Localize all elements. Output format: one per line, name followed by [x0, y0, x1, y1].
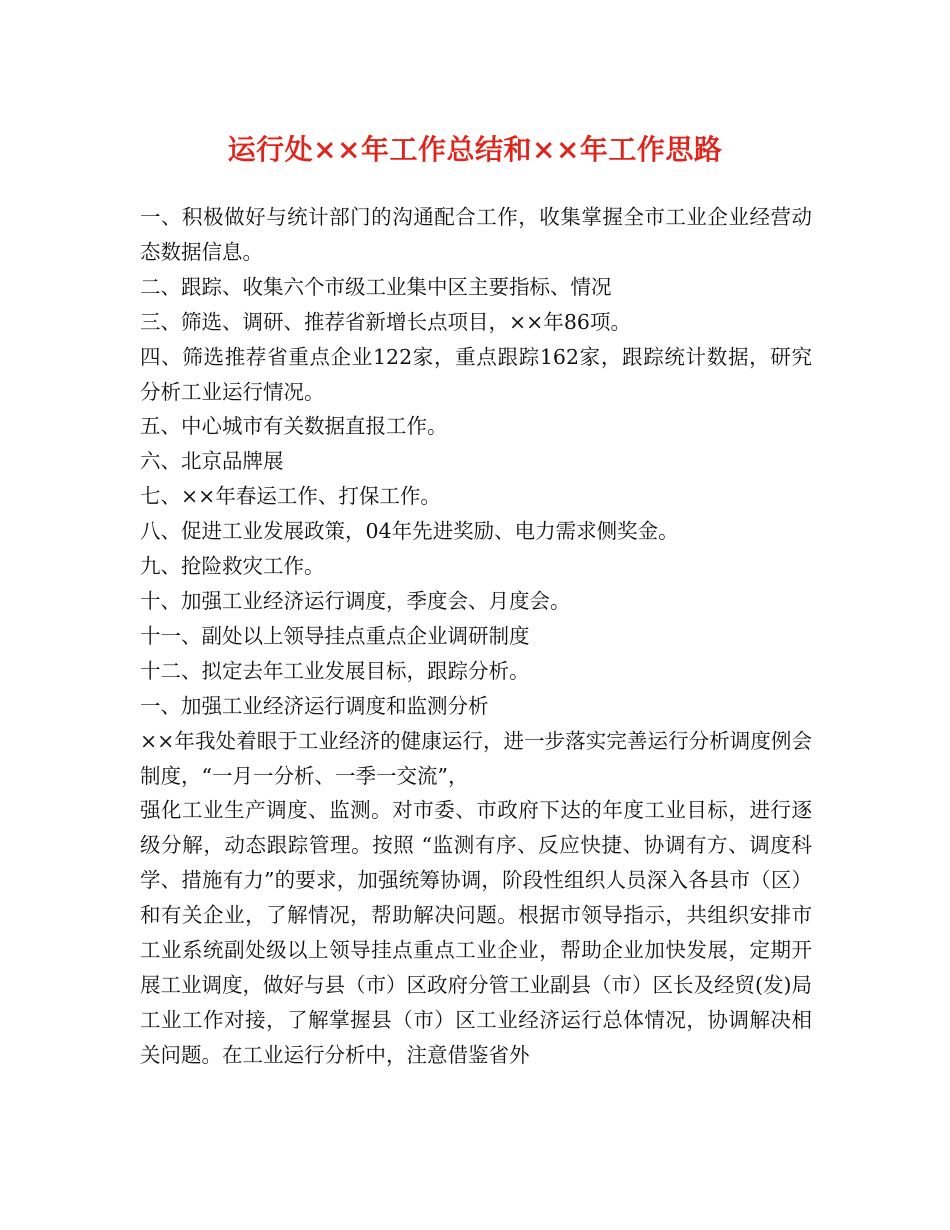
paragraph: 十二、拟定去年工业发展目标，跟踪分析。	[140, 658, 530, 683]
section-heading: 一、加强工业经济运行调度和监测分析	[140, 693, 489, 718]
paragraph: 强化工业生产调度、监测。对市委、市政府下达的年度工业目标，进行逐级分解，动态跟踪管理。按照 “监测有序、反应快捷、协调有方、调度科学、措施有力”的要求，加强统筹协调，阶段性组织人员深入各县市（区）和有关企业，了解情况，帮助解决问题。根据市领导指示，共组织安排市工业系统副处级以上领导挂点重点工业企业，帮助企业加快发展，定期开展工业调度，做好与县（市）区政府分管工业副县（市）区长及经贸(发)局工业工作对接，了解掌握县（市）区工业经济运行总体情况，协调解决相关问题。在工业运行分析中，注意借鉴省外	[140, 798, 812, 1067]
paragraph: 八、促进工业发展政策，04年先进奖励、电力需求侧奖金。	[140, 519, 679, 544]
paragraph: 二、跟踪、收集六个市级工业集中区主要指标、情况	[140, 274, 612, 299]
document-title: 运行处××年工作总结和××年工作思路	[227, 133, 723, 166]
paragraph: 三、筛选、调研、推荐省新增长点项目，××年86项。	[140, 309, 631, 334]
paragraph: ××年我处着眼于工业经济的健康运行，进一步落实完善运行分析调度例会制度，“一月一分析、一季一交流”，	[140, 728, 812, 788]
paragraph: 七、××年春运工作、打保工作。	[140, 484, 441, 509]
paragraph: 五、中心城市有关数据直报工作。	[140, 414, 448, 439]
paragraph: 六、北京品牌展	[140, 449, 284, 474]
paragraph: 一、积极做好与统计部门的沟通配合工作，收集掌握全市工业企业经营动态数据信息。	[140, 205, 812, 264]
document-body	[140, 200, 812, 1073]
paragraph: 四、筛选推荐省重点企业122家，重点跟踪162家，跟踪统计数据，研究分析工业运行情况。	[140, 344, 812, 404]
paragraph: 十一、副处以上领导挂点重点企业调研制度	[140, 623, 530, 648]
paragraph: 九、抢险救灾工作。	[140, 554, 325, 579]
paragraph: 十、加强工业经济运行调度，季度会、月度会。	[140, 588, 571, 613]
